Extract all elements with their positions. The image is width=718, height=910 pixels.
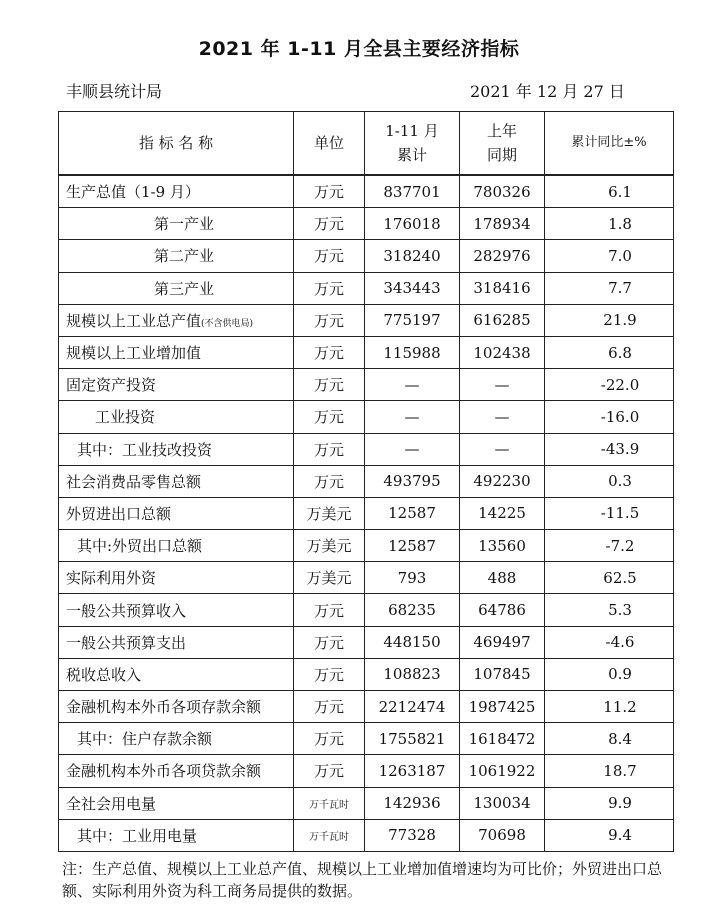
table-row: [59, 562, 674, 594]
cumulative-value: 2212474: [365, 691, 460, 723]
unit-cell: 万元: [294, 658, 365, 690]
document-title: 2021 年 1-11 月全县主要经济指标: [198, 38, 520, 60]
indicator-name: [59, 272, 294, 304]
indicator-name-text: 第一产业: [154, 215, 215, 234]
indicator-name-text: 金融机构本外币各项存款余额: [66, 698, 262, 717]
yoy-change-value: -11.5: [545, 497, 674, 529]
last-year-value: 616285: [460, 304, 545, 336]
last-year-value: 469497: [460, 626, 545, 658]
unit-cell: 万元: [294, 240, 365, 272]
table-row: [59, 530, 674, 562]
indicator-name-text: 全社会用电量: [66, 794, 157, 813]
cumulative-value: 448150: [365, 626, 460, 658]
cumulative-value: 343443: [365, 272, 460, 304]
cumulative-value: 77328: [365, 819, 460, 851]
indicator-name-text: 生产总值（1-9 月）: [66, 183, 200, 202]
header-cumulative: [365, 112, 460, 176]
unit-cell: 万元: [294, 272, 365, 304]
last-year-value: 64786: [460, 594, 545, 626]
indicator-name: [59, 304, 294, 336]
table-header-row: [59, 112, 674, 176]
last-year-value: 492230: [460, 465, 545, 497]
table-row: [59, 240, 674, 272]
cumulative-value: 1755821: [365, 723, 460, 755]
header-last-year: [460, 112, 545, 176]
indicator-name: [59, 240, 294, 272]
unit-cell: 万元: [294, 336, 365, 368]
table-row: [59, 723, 674, 755]
header-yoy: 累计同比±%: [545, 112, 674, 176]
indicator-name: [59, 787, 294, 819]
yoy-change-value: 18.7: [545, 755, 674, 787]
indicator-name-text: 外贸进出口总额: [66, 504, 172, 523]
table-row: [59, 433, 674, 465]
unit-cell: 万元: [294, 369, 365, 401]
last-year-value: 318416: [460, 272, 545, 304]
indicator-name-text: 固定资产投资: [66, 376, 157, 395]
last-year-value: —: [460, 433, 545, 465]
indicator-name-text: 其中:外贸出口总额: [77, 537, 203, 556]
header-unit: 单位: [294, 112, 365, 176]
indicator-name: [59, 465, 294, 497]
unit-cell: 万元: [294, 304, 365, 336]
indicator-name-text: 规模以上工业增加值: [66, 344, 202, 363]
unit-cell: 万元: [294, 208, 365, 240]
header-cumulative-line1: 1-11 月: [385, 122, 439, 140]
last-year-value: —: [460, 369, 545, 401]
indicator-name-text: 规模以上工业总产值: [66, 311, 202, 330]
indicator-name: [59, 401, 294, 433]
indicator-name-text: 工业投资: [95, 408, 156, 427]
unit-cell: 万元: [294, 691, 365, 723]
yoy-change-value: 6.8: [545, 336, 674, 368]
unit-cell: 万千瓦时: [294, 819, 365, 851]
yoy-change-value: 5.3: [545, 594, 674, 626]
yoy-change-value: 11.2: [545, 691, 674, 723]
indicator-name-text: 一般公共预算支出: [66, 633, 187, 652]
unit-cell: 万元: [294, 433, 365, 465]
unit-cell: 万美元: [294, 497, 365, 529]
footnote: 注：生产总值、规模以上工业总产值、规模以上工业增加值增速均为可比价；外贸进出口总额、实际利用外资为科工商务局提供的数据。: [62, 860, 663, 900]
indicator-name: [59, 336, 294, 368]
cumulative-value: 1263187: [365, 755, 460, 787]
table-row: [59, 755, 674, 787]
header-last-year-line1: 上年: [486, 122, 517, 140]
indicator-name: [59, 208, 294, 240]
cumulative-value: 837701: [365, 175, 460, 208]
cumulative-value: 318240: [365, 240, 460, 272]
unit-cell: 万元: [294, 465, 365, 497]
yoy-change-value: 7.0: [545, 240, 674, 272]
unit-cell: 万美元: [294, 562, 365, 594]
table-row: [59, 626, 674, 658]
last-year-value: 1061922: [460, 755, 545, 787]
indicator-name-text: 其中：工业用电量: [77, 826, 198, 845]
last-year-value: 780326: [460, 175, 545, 208]
unit-cell: 万美元: [294, 530, 365, 562]
indicator-name: [59, 691, 294, 723]
table-row: [59, 401, 674, 433]
table-row: [59, 369, 674, 401]
indicator-name-text: 一般公共预算收入: [66, 601, 187, 620]
header-indicator-name: 指 标 名 称: [59, 112, 294, 176]
yoy-change-value: -16.0: [545, 401, 674, 433]
indicator-name: [59, 175, 294, 208]
indicator-name-text: 第二产业: [154, 247, 215, 266]
issue-date: 2021 年 12 月 27 日: [470, 82, 625, 101]
cumulative-value: 775197: [365, 304, 460, 336]
indicator-name-text: 税收总收入: [66, 665, 142, 684]
indicator-name: [59, 594, 294, 626]
indicator-name: [59, 723, 294, 755]
yoy-change-value: 0.3: [545, 465, 674, 497]
table-row: [59, 465, 674, 497]
cumulative-value: 12587: [365, 497, 460, 529]
cumulative-value: 108823: [365, 658, 460, 690]
unit-cell: 万千瓦时: [294, 787, 365, 819]
issuing-agency: 丰顺县统计局: [66, 82, 163, 101]
cumulative-value: 68235: [365, 594, 460, 626]
cumulative-value: —: [365, 433, 460, 465]
header-last-year-line2: 同期: [486, 146, 517, 164]
last-year-value: 488: [460, 562, 545, 594]
indicator-name: [59, 819, 294, 851]
yoy-change-value: 7.7: [545, 272, 674, 304]
indicator-name-note: (不含供电局): [201, 318, 254, 329]
last-year-value: 282976: [460, 240, 545, 272]
unit-cell: 万元: [294, 401, 365, 433]
indicator-name-text: 实际利用外资: [66, 569, 157, 588]
table-row: [59, 819, 674, 851]
indicator-name-text: 社会消费品零售总额: [66, 472, 202, 491]
table-row: [59, 658, 674, 690]
yoy-change-value: 8.4: [545, 723, 674, 755]
cumulative-value: 142936: [365, 787, 460, 819]
unit-cell: 万元: [294, 626, 365, 658]
yoy-change-value: -22.0: [545, 369, 674, 401]
yoy-change-value: 21.9: [545, 304, 674, 336]
indicator-name-text: 其中：住户存款余额: [77, 730, 213, 749]
table-row: [59, 691, 674, 723]
yoy-change-value: -4.6: [545, 626, 674, 658]
last-year-value: 107845: [460, 658, 545, 690]
yoy-change-value: 1.8: [545, 208, 674, 240]
table-row: [59, 208, 674, 240]
yoy-change-value: 62.5: [545, 562, 674, 594]
last-year-value: 1987425: [460, 691, 545, 723]
indicator-name-text: 第三产业: [154, 279, 215, 298]
unit-cell: 万元: [294, 723, 365, 755]
last-year-value: 13560: [460, 530, 545, 562]
cumulative-value: 115988: [365, 336, 460, 368]
table-row: [59, 175, 674, 208]
table-row: [59, 272, 674, 304]
indicator-name: [59, 369, 294, 401]
cumulative-value: —: [365, 369, 460, 401]
yoy-change-value: 9.4: [545, 819, 674, 851]
indicator-name-text: 其中：工业技改投资: [77, 440, 213, 459]
last-year-value: 130034: [460, 787, 545, 819]
yoy-change-value: 9.9: [545, 787, 674, 819]
indicator-name: [59, 658, 294, 690]
cumulative-value: 12587: [365, 530, 460, 562]
indicator-name: [59, 530, 294, 562]
yoy-change-value: -43.9: [545, 433, 674, 465]
unit-cell: 万元: [294, 755, 365, 787]
cumulative-value: 793: [365, 562, 460, 594]
indicator-name: [59, 626, 294, 658]
cumulative-value: —: [365, 401, 460, 433]
indicator-name: [59, 755, 294, 787]
indicator-name: [59, 497, 294, 529]
unit-cell: 万元: [294, 175, 365, 208]
last-year-value: 1618472: [460, 723, 545, 755]
last-year-value: 14225: [460, 497, 545, 529]
table-row: [59, 304, 674, 336]
last-year-value: 102438: [460, 336, 545, 368]
yoy-change-value: -7.2: [545, 530, 674, 562]
yoy-change-value: 6.1: [545, 175, 674, 208]
indicator-name: [59, 562, 294, 594]
unit-cell: 万元: [294, 594, 365, 626]
header-cumulative-line2: 累计: [396, 146, 427, 164]
table-row: [59, 497, 674, 529]
cumulative-value: 493795: [365, 465, 460, 497]
last-year-value: 178934: [460, 208, 545, 240]
table-row: [59, 787, 674, 819]
indicator-name-text: 金融机构本外币各项贷款余额: [66, 762, 262, 781]
economic-indicators-table: [58, 111, 674, 852]
cumulative-value: 176018: [365, 208, 460, 240]
indicator-name: [59, 433, 294, 465]
yoy-change-value: 0.9: [545, 658, 674, 690]
last-year-value: —: [460, 401, 545, 433]
table-row: [59, 336, 674, 368]
last-year-value: 70698: [460, 819, 545, 851]
table-row: [59, 594, 674, 626]
